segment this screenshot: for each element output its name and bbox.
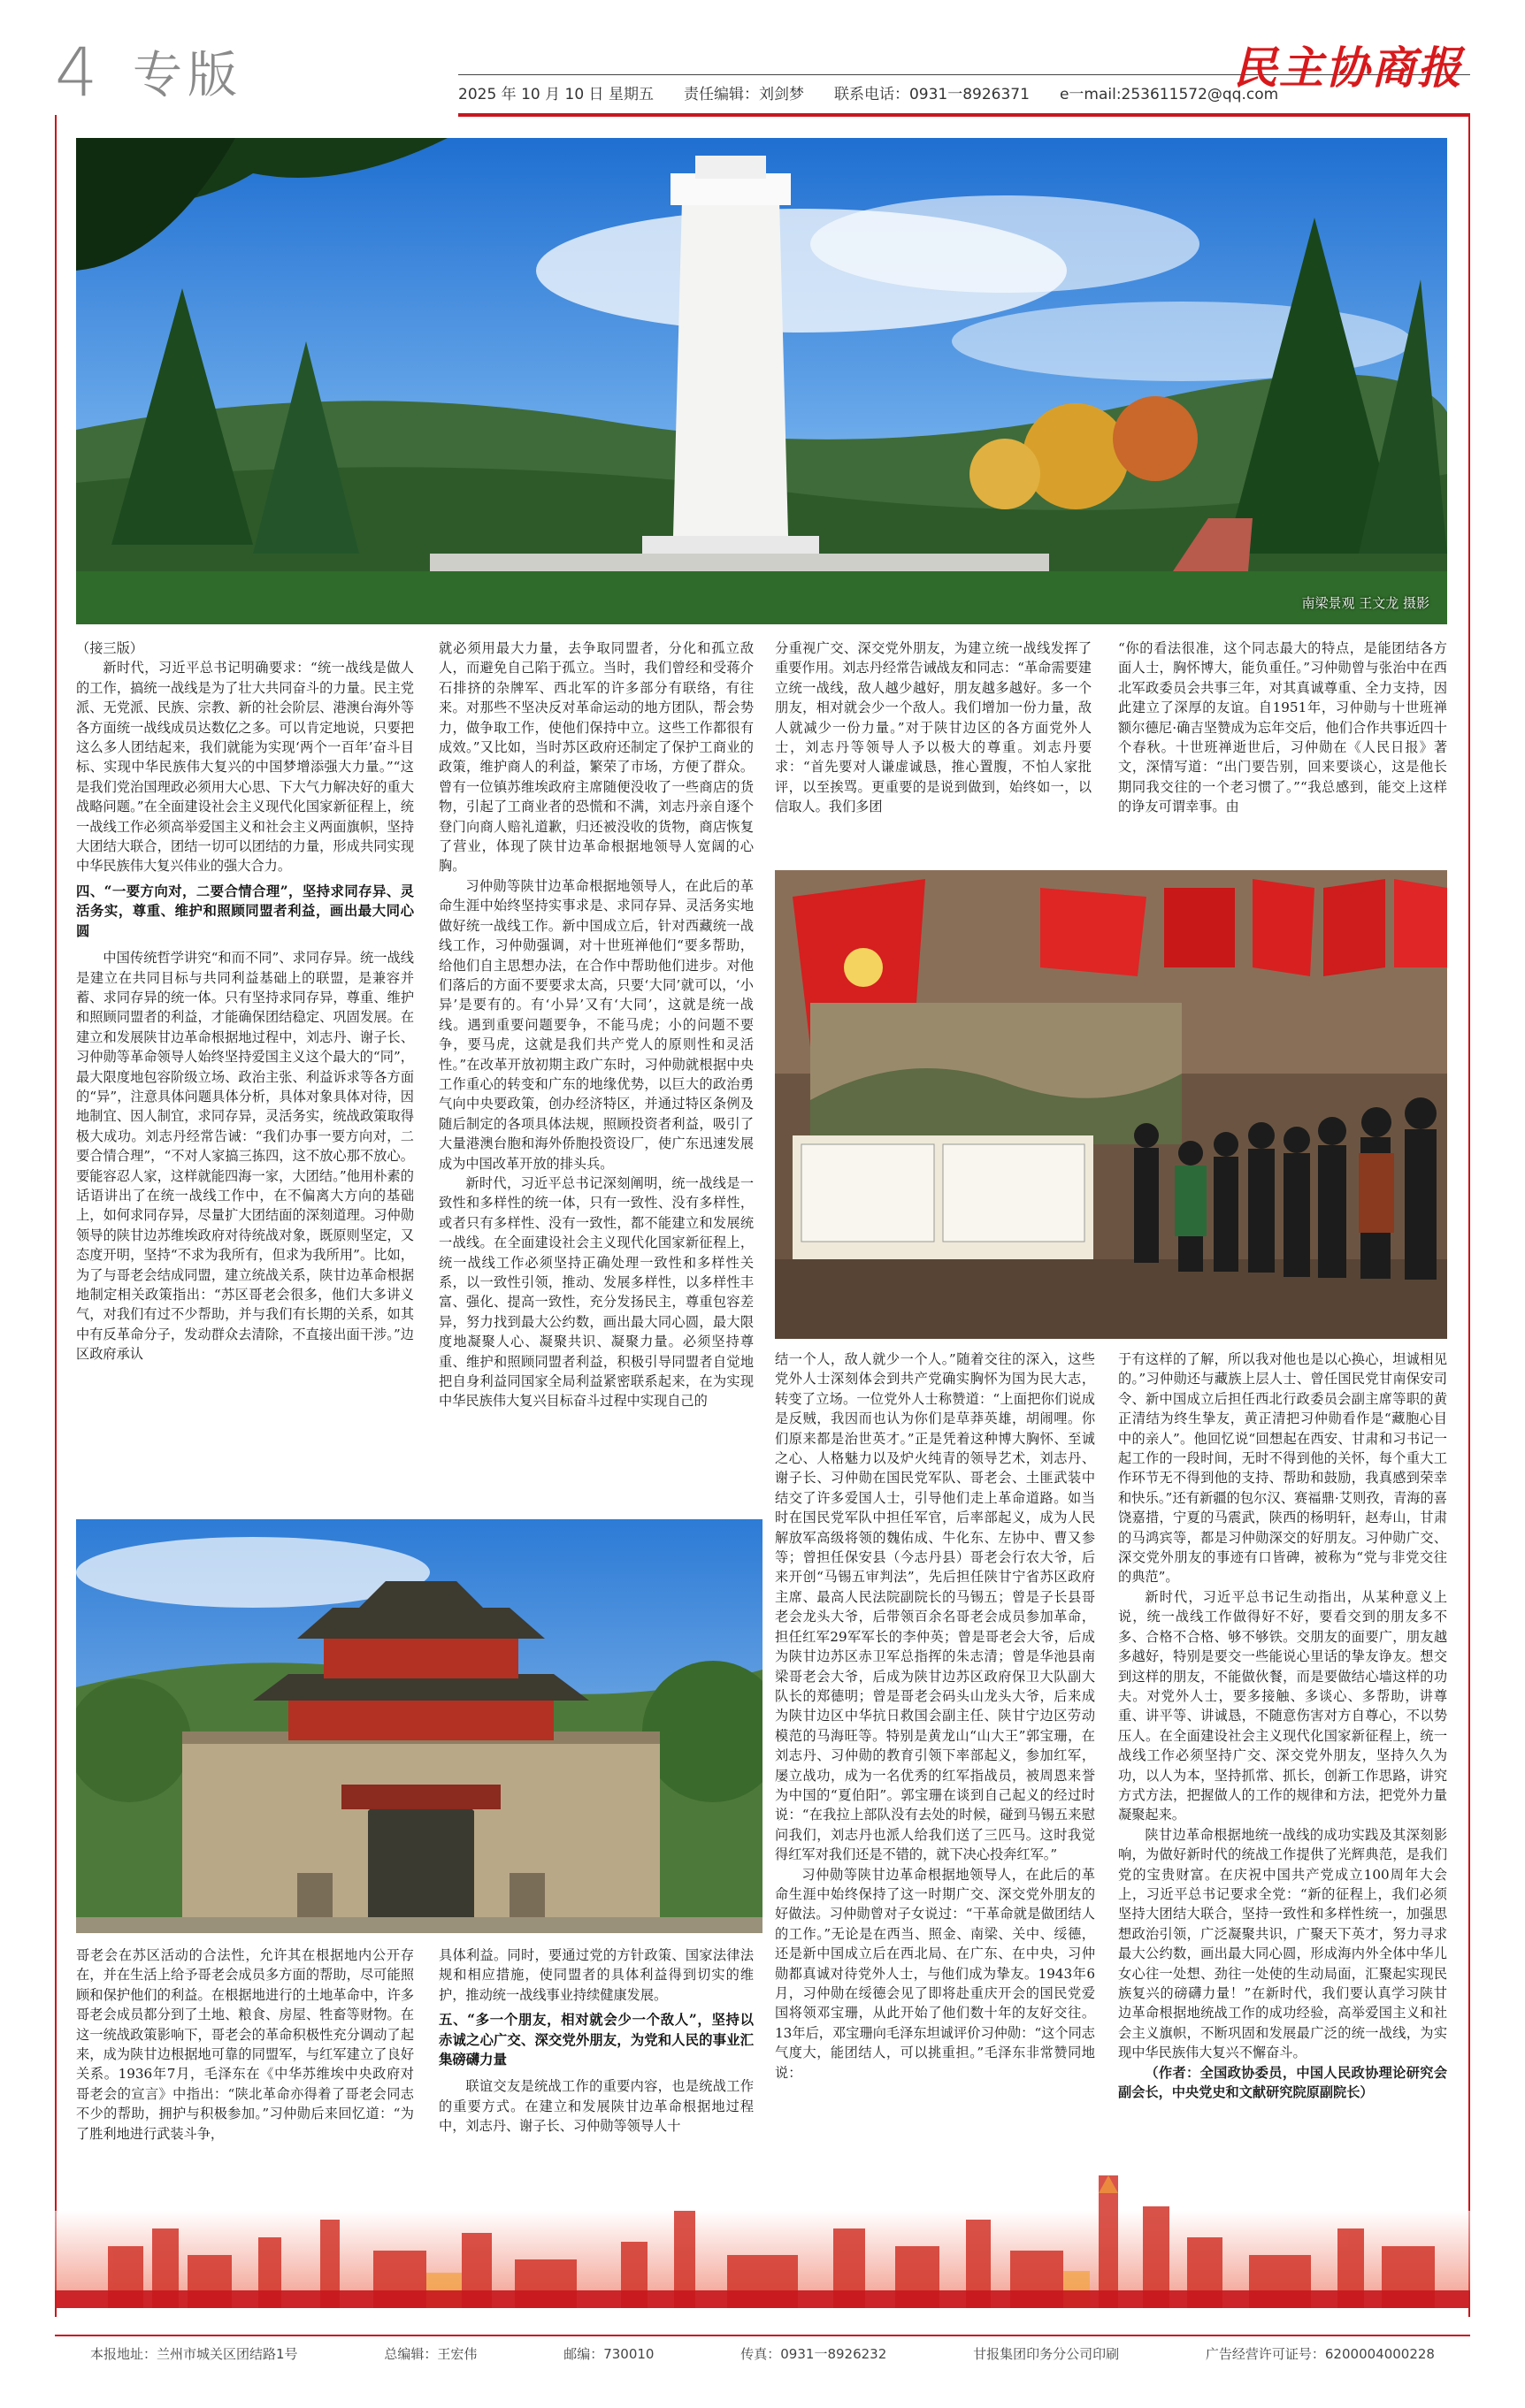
footer-license: 广告经营许可证号：6200004000228 (1205, 2345, 1435, 2362)
author-note: （作者：全国政协委员，中国人民政协理论研究会副会长，中央党史和文献研究院原副院长） (1118, 2064, 1447, 2101)
footer-postcode: 邮编：730010 (563, 2345, 655, 2362)
article-column-4 (1118, 638, 1447, 856)
paragraph: 陕甘边革命根据地统一战线的成功实践及其深刻影响，为做好新时代的统战工作提供了光辉典范，是我们党的宝贵财富。在庆祝中国共产党成立100周年大会上，习近平总书记要求全党：“新的征程上，我们必须坚持大团结大联合，坚持一致性和多样性统一，加强思想政治引领，广泛凝聚共识，广聚天下英才，努力寻求最大公约数，画出最大同心圆，形成海内外全体中华儿女心往一处想、劲往一处使的生动局面，汇聚起实现民族复兴的磅礴力量！”在新时代，我们要认真学习陕甘边革命根据地统战工作的成功经验，高举爱国主义和社会主义旗帜，不断巩固和发展最广泛的统一战线，为实现中华民族伟大复兴不懈奋斗。 (1118, 1826, 1447, 2061)
photo-caption: 南梁景观 王文龙 摄影 (1301, 595, 1429, 611)
footer-chief-editor: 总编辑：王宏伟 (384, 2345, 478, 2362)
paragraph: 于有这样的了解，所以我对他也是以心换心，坦诚相见的。”习仲勋还与藏族上层人士、曾任国民党甘南保安司令、新中国成立后担任西北行政委员会副主席等职的黄正清结为终生挚友，黄正清把习仲勋看作是“藏胞心目中的亲人”。他回忆说“回想起在西安、甘肃和习书记一起工作的一段时间，无时不得到他的关怀，每个重大工作环节无不得到他的支持、帮助和鼓励，我真感到荣幸和快乐。”还有新疆的包尔汉、赛福鼎·艾则孜，青海的喜饶嘉措，宁夏的马震武，陕西的杨明轩，赵寿山，甘肃的马鸿宾等，都是习仲勋深交的好朋友。习仲勋广交、深交党外朋友的事迹有口皆碑，被称为“党与非党交往的典范”。 (1118, 1351, 1447, 1586)
header-red-rule (458, 113, 1470, 117)
museum-visit-photo (775, 870, 1447, 1339)
issue-date: 2025 年 10 月 10 日 星期五 (458, 86, 654, 103)
section-title: 专版 (133, 47, 242, 104)
paragraph: 就必须用最大力量，去争取同盟者，分化和孤立敌人，而避免自己陷于孤立。当时，我们曾经和受蒋介石排挤的杂牌军、西北军的许多部分有联络，有往来。对那些不坚决反对革命运动的地方团队，帮会势力，做争取工作，使他们保持中立。这些工作都很有成效。”又比如，当时苏区政府还制定了保护工商业的政策，维护商人的利益，繁荣了市场，方便了群众。曾有一位镇苏维埃政府主席随便没收了一些商店的货物，引起了工商业者的恐慌和不满，刘志丹亲自逐个登门向商人赔礼道歉，归还被没收的货物，商店恢复了营业，体现了陕甘边革命根据地领导人宽阔的心胸。 (439, 640, 754, 875)
contact-email: e一mail:253611572@qq.com (1059, 86, 1279, 103)
section-heading-5: 五、“多一个朋友，相对就会少一个敌人”，坚持以赤诚之心广交、深交党外朋友，为党和人民的事业汇集磅礴力量 (439, 2012, 754, 2068)
paragraph: 新时代，习近平总书记生动指出，从某种意义上说，统一战线工作做得好不好，要看交到的朋友多不多、合格不合格、够不够铁。交朋友的面要广，朋友越多越好，特别是要交一些能说心里话的挚友诤友。想交到这样的朋友，不能做伙餐，而是要做结心墙这样的功夫。对党外人士，要多接触、多谈心、多帮助，讲尊重、讲平等、讲诚恳，不随意伤害对方自尊心，不以势压人。在全面建设社会主义现代化国家新征程上，统一战线工作必须坚持广交、深交党外朋友，坚持久久为功，以人为本，坚持抓常、抓长，创新工作思路，讲究方式方法，把握做人的工作的规律和方法，把党外力量凝聚起来。 (1118, 1588, 1447, 1823)
footer-address: 本报地址：兰州市城关区团结路1号 (90, 2345, 298, 2362)
gate-tower-photo (76, 1519, 762, 1933)
paragraph: “你的看法很准，这个同志最大的特点，是能团结各方面人士，胸怀博大，能负重任。”习仲勋曾与张治中在西北军政委员会共事三年，对其真诚尊重、全力支持，因此建立了深厚的友谊。自1951年，习仲勋与十世班禅额尔德尼·确吉坚赞成为忘年交后，他们合作共事近四十个春秋。十世班禅逝世后，习仲勋在《人民日报》著文，深情写道：“出门要告别，回来要谈心，这是他长期同我交往的一个老习惯了。”“我总感到，能交上这样的诤友可谓幸事。由 (1118, 640, 1447, 815)
article-column-5 (775, 1349, 1095, 2161)
article-column-8 (439, 1946, 754, 2161)
frame-right-rule (1468, 115, 1470, 2317)
header-info (458, 81, 1278, 103)
article-column-1 (76, 638, 414, 1514)
paragraph: 结一个人，敌人就少一个人。”随着交往的深入，这些党外人士深刻体会到共产党确实胸怀为国为民大志，转变了立场。一位党外人士称赞道：“上面把你们说成是反贼，我因而也认为你们是草莽英雄，胡闹哩。你们原来都是治世英才。”正是凭着这种博大胸怀、至诚之心、人格魅力以及炉火纯青的领导艺术，刘志丹、谢子长、习仲勋在国民党军队、哥老会、土匪武装中结交了许多爱国人士，引导他们走上革命道路。如当时在国民党军队中担任军官，后率部起义，成为人民解放军高级将领的魏佑成、牛化东、左协中、曹又参等；曾担任保安县（今志丹县）哥老会行农大爷，后来开创“马锡五审判法”，先后担任陕甘宁省苏区政府主席、最高人民法院副院长的马锡五；曾是子长县哥老会龙头大爷，后带领百余名哥老会成员参加革命，担任红军29军军长的李仲英；曾是哥老会大爷，后成为陕甘边苏区赤卫军总指挥的朱志清；曾是华池县南梁哥老会大爷，后成为陕甘边苏区政府保卫大队副大队长的郑德明；曾是哥老会码头山龙头大爷，后来成为陕甘边区中华抗日救国会副主任、陕甘宁边区劳动模范的马海旺等。特别是黄龙山“山大王”郭宝珊，在刘志丹、习仲勋的教育引领下率部起义，参加红军，屡立战功，成为一名优秀的红军指战员，被周恩来誉为中国的“夏伯阳”。郭宝珊在谈到自己起义的经过时说：“在我拉上部队没有去处的时候，碰到马锡五来慰问我们，刘志丹也派人给我们送了三匹马。这时我觉得红军对我们还是不错的，就下决心投奔红军。” (775, 1351, 1095, 1863)
paragraph: 具体利益。同时，要通过党的方针政策、国家法律法规和相应措施，使同盟者的具体利益得到切实的维护，推动统一战线事业持续健康发展。 (439, 1947, 754, 2003)
page-footer (55, 2335, 1470, 2370)
page-number: 4 (55, 33, 98, 111)
newspaper-logo: 民主协商报 (1233, 42, 1463, 94)
paragraph: 新时代，习近平总书记明确要求：“统一战线是做人的工作，搞统一战线是为了壮大共同奋斗的力量。民主党派、无党派、民族、宗教、新的社会阶层、港澳台海外等各方面统一战线成员达数亿之多。可以肯定地说，只要把这么多人团结起来，我们就能为实现‘两个一百年’奋斗目标、实现中华民族伟大复兴的中国梦增添强大力量。”“这是我们党治国理政必须用大心思、下大气力解决好的重大战略问题。”在全面建设社会主义现代化国家新征程上，统一战线工作必须高举爱国主义和社会主义两面旗帜，坚持大团结大联合，团结一切可以团结的力量，形成共同实现中华民族伟大复兴伟业的强大合力。 (76, 660, 414, 875)
continued-note: （接三版） (76, 640, 143, 656)
paragraph: 联谊交友是统战工作的重要内容，也是统战工作的重要方式。在建立和发展陕甘边革命根据地过程中，刘志丹、谢子长、习仲勋等领导人十 (439, 2078, 754, 2135)
article-column-7 (76, 1946, 414, 2161)
monument-photo (76, 138, 1447, 624)
paragraph: 哥老会在苏区活动的合法性，允许其在根据地内公开存在，并在生活上给予哥老会成员多方面的帮助，尽可能照顾和保护他们的利益。在根据地进行的土地革命中，许多哥老会成员都分到了土地、粮食、房屋、牲畜等财物。在这一统战政策影响下，哥老会的革命积极性充分调动了起来，成为陕甘边根据地可靠的同盟军，与红军建立了良好关系。1936年7月，毛泽东在《中华苏维埃中央政府对哥老会的宣言》中指出：“陕北革命亦得着了哥老会同志不少的帮助，拥护与积极参加。”习仲勋后来回忆道：“为了胜利地进行武装斗争， (76, 1947, 414, 2142)
article-column-3 (775, 638, 1092, 856)
paragraph: 中国传统哲学讲究“和而不同”、求同存异。统一战线是建立在共同目标与共同利益基础上的联盟，是兼容并蓄、求同存异的统一体。只有坚持求同存异，尊重、维护和照顾同盟者的利益，才能确保团结稳定、巩固发展。在建立和发展陕甘边革命根据地过程中，刘志丹、谢子长、习仲勋等革命领导人始终坚持爱国主义这个最大的“同”，最大限度地包容阶级立场、政治主张、利益诉求等各方面的“异”，注意具体问题具体分析，具体对象具体对待，因地制宜、因人制宜，求同存异，灵活务实，统战政策取得极大成功。刘志丹经常告诫：“我们办事一要方向对，二要合情合理”，“不对人家搞三拣四，这不放心那不放心。要能容忍人家，这样就能四海一家，大团结。”他用朴素的话语讲出了在统一战线工作中，在不偏离大方向的基础上，如何求同存异，尽量扩大团结面的深刻道理。习仲勋领导的陕甘边苏维埃政府对待统战对象，既原则坚定，又态度开明，坚持“不求为我所有，但求为我所用”。比如，为了与哥老会结成同盟，建立统战关系，陕甘边革命根据地制定相关政策指出：“苏区哥老会很多，他们大多讲义气，对我们有过不少帮助，并与我们有长期的关系，如其中有反革命分子，发动群众去清除，不直接出面干涉。”边区政府承认 (76, 950, 414, 1363)
footer-printer: 甘报集团印务分公司印刷 (973, 2345, 1120, 2362)
paragraph: 分重视广交、深交党外朋友，为建立统一战线发挥了重要作用。刘志丹经常告诫战友和同志：“革命需要建立统一战线，敌人越少越好，朋友越多越好。多一个朋友，相对就会少一个敌人。我们增加一份力量，敌人就减少一份力量。”对于陕甘边区的各方面党外人士，刘志丹等领导人予以极大的尊重。刘志丹要求：“首先要对人谦虚诚恳，推心置腹，不怕人家批评，以至挨骂。更重要的是说到做到，始终如一，以信取人。我们多团 (775, 640, 1092, 815)
skyline-banner (55, 2158, 1470, 2308)
editor-name: 责任编辑：刘剑梦 (683, 86, 804, 103)
paragraph: 习仲勋等陕甘边革命根据地领导人，在此后的革命生涯中始终坚持实事求是、求同存异、灵活务实地做好统一战线工作。新中国成立后，针对西藏统一战线工作，习仲勋强调，对十世班禅他们“要多帮助，给他们自主思想办法，在合作中帮助他们进步。对他们落后的方面不要要求太高，只要‘大同’就可以，‘小异’是要有的。有‘小异’又有‘大同’，这就是统一战线。遇到重要问题要争，不能马虎；小的问题不要争，要马虎，这就是我们共产党人的原则性和灵活性。”在改革开放初期主政广东时，习仲勋就根据中央工作重心的转变和广东的地缘优势，以巨大的政治勇气向中央要政策，创办经济特区，并通过特区条例及随后制定的各项具体法规，照顾投资者利益，吸引了大量港澳台胞和海外侨胞投资设厂，使广东迅速发展成为中国改革开放的排头兵。 (439, 877, 754, 1172)
frame-left-rule (55, 115, 57, 2317)
article-column-6 (1118, 1349, 1447, 2161)
section-heading-4: 四、“一要方向对，二要合情合理”，坚持求同存异、灵活务实，尊重、维护和照顾同盟者利益，画出最大同心圆 (76, 883, 414, 939)
footer-fax: 传真：0931一8926232 (740, 2345, 887, 2362)
contact-phone: 联系电话：0931一8926371 (833, 86, 1030, 103)
paragraph: 习仲勋等陕甘边革命根据地领导人，在此后的革命生涯中始终保持了这一时期广交、深交党外朋友的好做法。习仲勋曾对子女说过：“干革命就是做团结人的工作。”无论是在西当、照金、南梁、关中、绥德，还是新中国成立后在西北局、在广东、在中央，习仲勋都真诚对待党外人士，与他们成为挚友。1943年6月，习仲勋在绥德会见了即将赴重庆开会的国民党爱国将领邓宝珊，从此开始了他们数十年的友好交往。13年后，邓宝珊向毛泽东坦诚评价习仲勋：“这个同志气度大，能团结人，可以挑重担。”毛泽东非常赞同地说： (775, 1866, 1095, 2081)
paragraph: 新时代，习近平总书记深刻阐明，统一战线是一致性和多样性的统一体，只有一致性、没有多样性，或者只有多样性、没有一致性，都不能建立和发展统一战线。在全面建设社会主义现代化国家新征程上，统一战线工作必须坚持正确处理一致性和多样性关系，以一致性引领，推动、发展多样性，以多样性丰富、强化、提高一致性，充分发扬民主，尊重包容差异，努力找到最大公约数，画出最大同心圆，最大限度地凝聚人心、凝聚共识、凝聚力量。必须坚持尊重、维护和照顾同盟者利益，积极引导同盟者自觉地把自身利益同国家全局利益紧密联系起来，在为实现中华民族伟大复兴目标奋斗过程中实现自己的 (439, 1174, 754, 1410)
article-column-2 (439, 638, 754, 1514)
